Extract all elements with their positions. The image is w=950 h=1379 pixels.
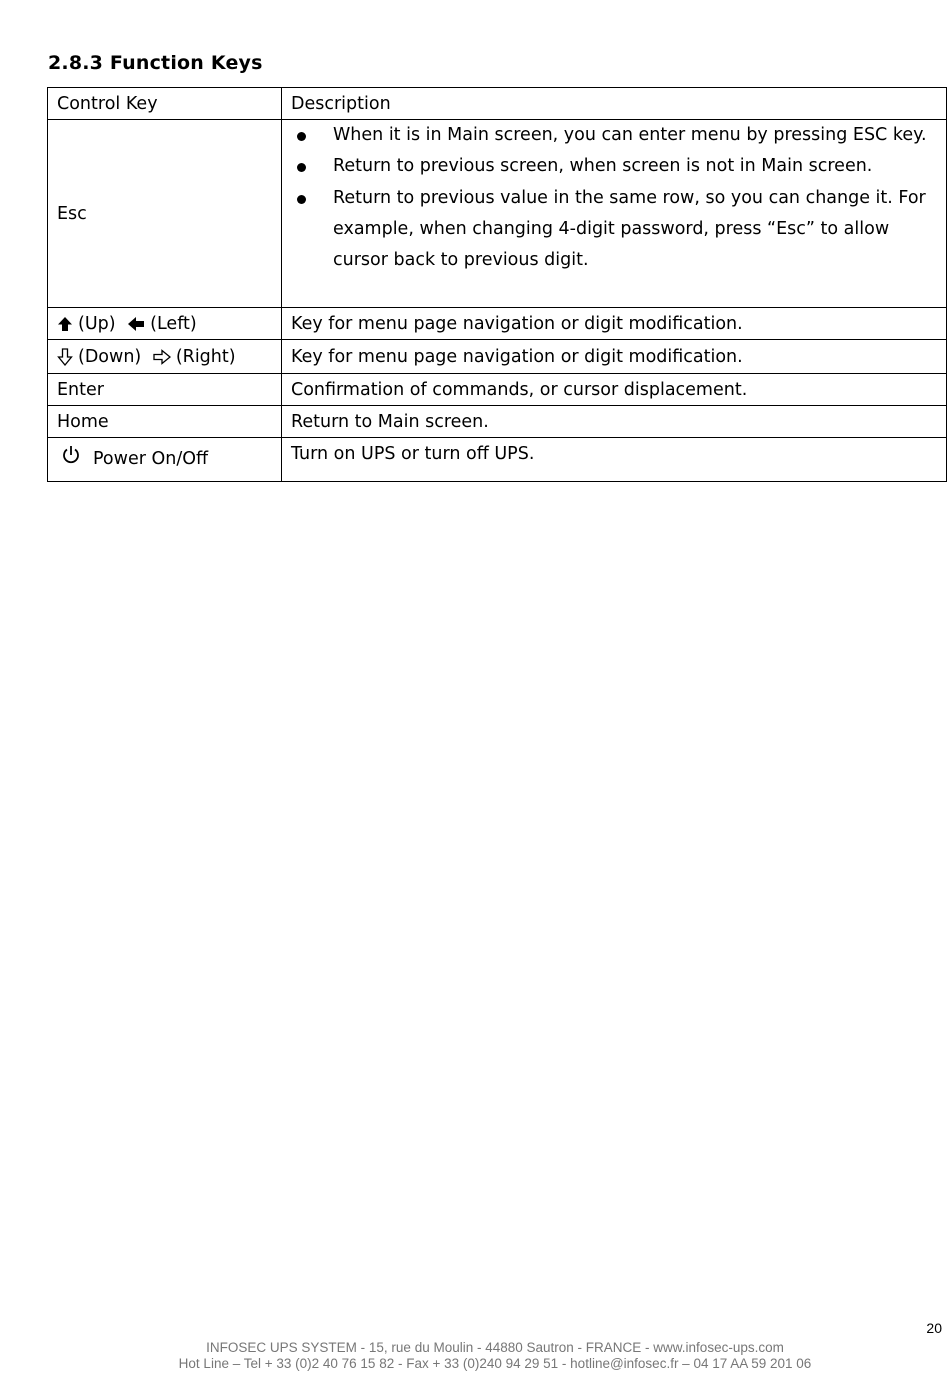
table-row-home	[48, 406, 947, 438]
key-enter: Enter	[48, 374, 282, 406]
section-title: 2.8.3 Function Keys	[48, 52, 263, 74]
key-up-left	[48, 308, 282, 340]
table-row-esc	[48, 120, 947, 308]
esc-bullet-list	[291, 120, 937, 276]
esc-bullet-1	[291, 120, 937, 151]
table-row-power	[48, 438, 947, 482]
key-home: Home	[48, 406, 282, 438]
table-row-enter	[48, 374, 947, 406]
table-header-row	[48, 88, 947, 120]
power-icon	[61, 445, 81, 470]
left-label: (Left)	[150, 313, 197, 334]
key-down-right	[48, 340, 282, 374]
desc-esc	[282, 120, 947, 308]
arrow-down-icon	[57, 348, 73, 366]
footer-address: INFOSEC UPS SYSTEM - 15, rue du Moulin - 44880 Sautron - FRANCE - www.infosec-ups.com	[206, 1340, 784, 1355]
down-label: (Down)	[78, 346, 142, 367]
esc-bullet-3-text: Return to previous value in the same row, so you can change it. For example, when changing 4-digit password, press “Esc” to allow cursor back to previous digit.	[333, 187, 926, 271]
arrow-up-icon	[57, 316, 73, 332]
desc-down-right: Key for menu page navigation or digit modification.	[282, 340, 947, 374]
bullet-icon	[297, 195, 306, 204]
esc-bullet-2	[291, 151, 937, 182]
table-row-down-right	[48, 340, 947, 374]
page-number: 20	[926, 1320, 942, 1336]
bullet-icon	[297, 132, 306, 141]
desc-enter: Confirmation of commands, or cursor displacement.	[282, 374, 947, 406]
header-control-key: Control Key	[48, 88, 282, 120]
desc-home: Return to Main screen.	[282, 406, 947, 438]
esc-bullet-1-text: When it is in Main screen, you can enter menu by pressing ESC key.	[333, 125, 927, 145]
arrow-right-icon	[153, 349, 171, 365]
key-esc: Esc	[48, 120, 282, 308]
power-label: Power On/Off	[93, 449, 209, 469]
table-row-up-left	[48, 308, 947, 340]
esc-bullet-3	[291, 183, 937, 277]
bullet-icon	[297, 163, 306, 172]
esc-bullet-2-text: Return to previous screen, when screen is not in Main screen.	[333, 156, 873, 177]
footer-contact: Hot Line – Tel + 33 (0)2 40 76 15 82 - Fax + 33 (0)240 94 29 51 - hotline@infosec.fr – 04 17 AA 59 201 06	[178, 1356, 812, 1371]
desc-up-left: Key for menu page navigation or digit modification.	[282, 308, 947, 340]
arrow-left-icon	[127, 316, 145, 332]
function-keys-table	[47, 87, 947, 482]
right-label: (Right)	[175, 346, 236, 367]
header-description: Description	[282, 88, 947, 120]
key-power	[48, 438, 282, 482]
desc-power: Turn on UPS or turn off UPS.	[282, 438, 947, 482]
up-label: (Up)	[78, 313, 116, 334]
